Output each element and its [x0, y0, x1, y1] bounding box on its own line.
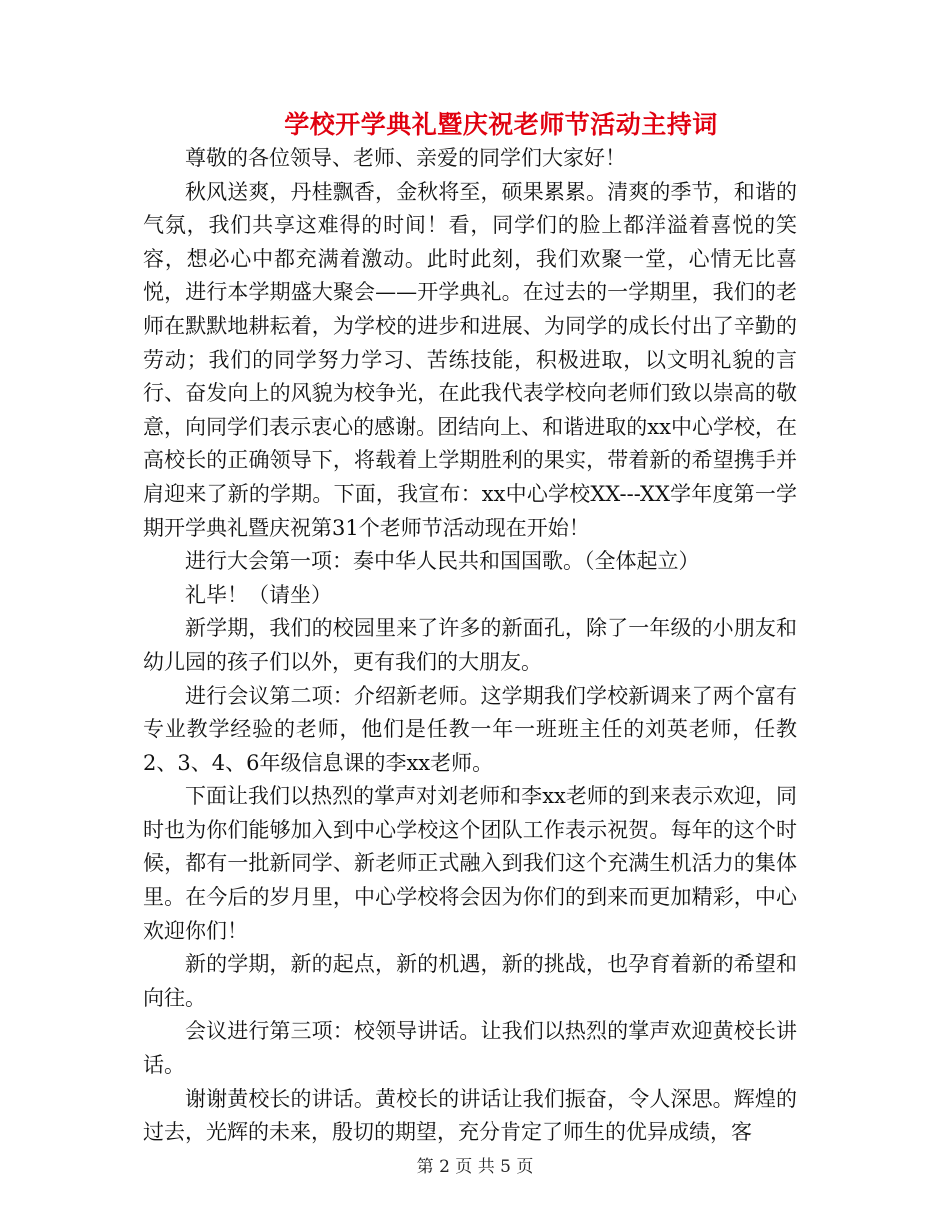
paragraph-welcome: 下面让我们以热烈的掌声对刘老师和李xx老师的到来表示欢迎，同时也为你们能够加入到中心学校这个团队工作表示祝贺。每年的这个时候，都有一批新同学、新老师正式融入到我们这个充满生机活力的集体里。在今后的岁月里，中心学校将会因为你们的到来而更加精彩，中心欢迎你们！ — [143, 784, 797, 943]
page-number-footer: 第 2 页 共 5 页 — [416, 1157, 534, 1177]
paragraph-thanks: 谢谢黄校长的讲话。黄校长的讲话让我们振奋，令人深思。辉煌的过去，光辉的未来，殷切的期望，充分肯定了师生的优异成绩，客 — [143, 1086, 797, 1145]
paragraph-new-term: 新的学期，新的起点，新的机遇，新的挑战，也孕育着新的希望和向往。 — [143, 952, 797, 1010]
paragraph-be-seated: 礼毕！（请坐） — [185, 582, 332, 607]
paragraph-greeting: 尊敬的各位领导、老师、亲爱的同学们大家好！ — [185, 146, 626, 170]
paragraph-item-two: 进行会议第二项：介绍新老师。这学期我们学校新调来了两个富有专业教学经验的老师，他们是任教一年一班班主任的刘英老师，任教2、3、4、6年级信息课的李xx老师。 — [143, 683, 797, 775]
paragraph-item-one: 进行大会第一项：奏中华人民共和国国歌。（全体起立） — [185, 549, 700, 574]
paragraph-item-three: 会议进行第三项：校领导讲话。让我们以热烈的掌声欢迎黄校长讲话。 — [143, 1019, 797, 1078]
document-body — [143, 142, 797, 1150]
paragraph-opening: 秋风送爽，丹桂飘香，金秋将至，硕果累累。清爽的季节，和谐的气氛，我们共享这难得的时间！看，同学们的脸上都洋溢着喜悦的笑容，想必心中都充满着激动。此时此刻，我们欢聚一堂，心情无比喜悦，进行本学期盛大聚会——开学典礼。在过去的一学期里，我们的老师在默默地耕耘着，为学校的进步和进展、为同学的成长付出了辛勤的劳动；我们的同学努力学习、苦练技能，积极进取，以文明礼貌的言行、奋发向上的风貌为校争光，在此我代表学校向老师们致以崇高的敬意，向同学们表示衷心的感谢。团结向上、和谐进取的xx中心学校，在高校长的正确领导下，将载着上学期胜利的果实，带着新的希望携手并肩迎来了新的学期。下面，我宣布：xx中心学校XX---XX学年度第一学期开学典礼暨庆祝第31个老师节活动现在开始！ — [143, 179, 797, 540]
document-title: 学校开学典礼暨庆祝老师节活动主持词 — [284, 110, 718, 139]
paragraph-new-faces: 新学期，我们的校园里来了许多的新面孔，除了一年级的小朋友和幼儿园的孩子们以外，更有我们的大朋友。 — [143, 616, 797, 674]
